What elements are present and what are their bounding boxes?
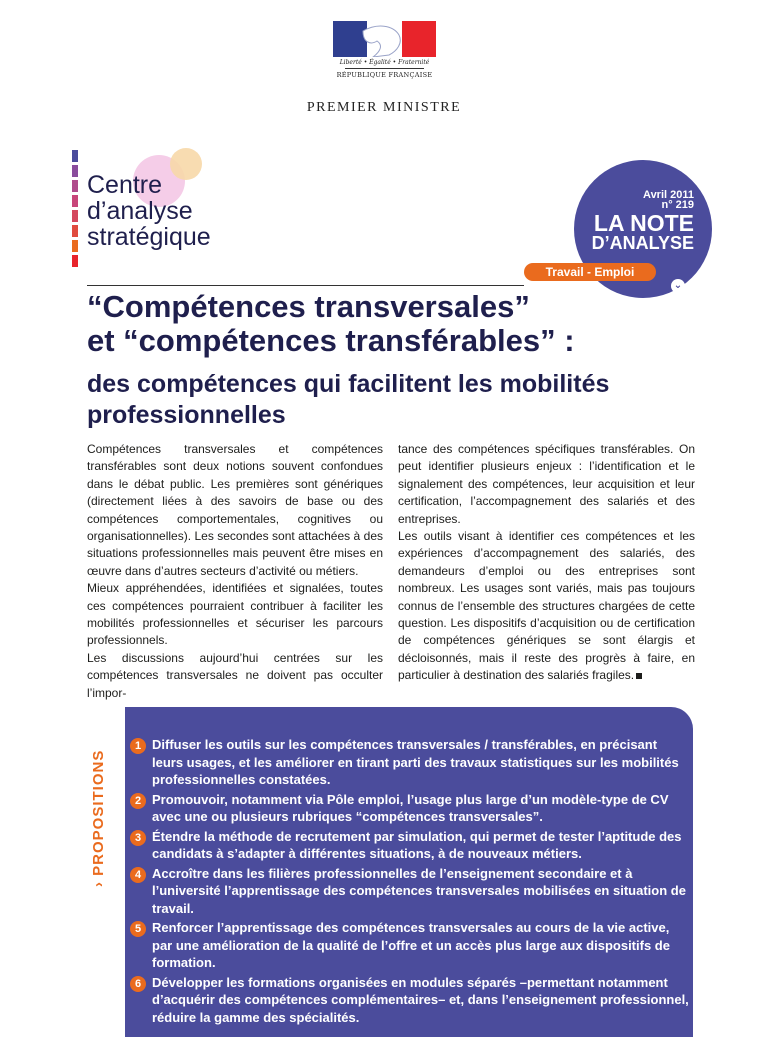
brand-line: stratégique	[87, 223, 211, 251]
propositions-label-text: › PROPOSITIONS	[90, 749, 107, 887]
proposition-item	[130, 791, 690, 826]
series-title-line1: LA NOTE	[593, 210, 694, 236]
brand-title	[87, 172, 211, 250]
number-badge: 3	[130, 830, 146, 846]
paragraph	[398, 528, 695, 685]
issue-info	[600, 190, 694, 210]
number-badge: 2	[130, 793, 146, 809]
body-column-right	[398, 441, 695, 685]
issue-date: Avril 2011	[643, 189, 694, 201]
republic-motto: Liberté • Égalité • Fraternité	[339, 59, 430, 66]
paragraph: tance des compétences spécifiques transférables. On peut identifier plusieurs enjeux : l’identification et le signalement des compétences, leur acquisition et leur certification, l’accompagnement des salariés et des entreprises.	[398, 442, 695, 526]
paragraph-text: Les outils visant à identifier ces compétences et les expériences d’accompagnement des salariés, des demandeurs d’emploi ou des entreprises sont nombreux. Les usages sont variés, mais pas toujours connus de l’ensemble des structures chargées de cette question. Les dispositifs d’acquisition ou de certification de compétences génériques se sont élargis et décloisonnés, mais il reste des progrès à faire, en particulier à destination des salariés fragiles.	[398, 529, 695, 683]
end-mark-icon	[636, 673, 642, 679]
number-badge: 5	[130, 921, 146, 937]
body-column-left	[87, 441, 383, 702]
proposition-item	[130, 828, 690, 863]
page-subtitle	[87, 369, 687, 431]
proposition-item	[130, 974, 690, 1027]
proposition-text: Étendre la méthode de recrutement par simulation, qui permet de tester l’aptitude des candidats à s’adapter à différentes situations, à de nouveaux métiers.	[152, 828, 682, 861]
subtitle-line: professionnelles	[87, 401, 286, 429]
brand-line: d’analyse	[87, 197, 193, 225]
brand-color-bar	[72, 150, 78, 268]
paragraph: Les discussions aujourd’hui centrées sur les compétences transversales ne doivent pas occulter l’impor-	[87, 650, 383, 700]
page-title	[87, 290, 687, 358]
proposition-text: Renforcer l’apprentissage des compétences transversales au cours de la vie active, par une amélioration de la qualité de l’offre et un accès plus large aux dispositifs de formation.	[152, 920, 670, 970]
proposition-item	[130, 865, 690, 918]
category-tag: Travail - Emploi	[524, 263, 656, 281]
chevron-down-icon: ⌄	[671, 279, 685, 293]
propositions-list	[130, 736, 690, 1028]
number-badge: 4	[130, 867, 146, 883]
republic-name: RÉPUBLIQUE FRANÇAISE	[336, 71, 433, 79]
header-divider	[87, 285, 524, 286]
proposition-text: Promouvoir, notamment via Pôle emploi, l’usage plus large d’un modèle-type de CV avec une ou plusieurs rubriques “compétences transversales”.	[152, 791, 669, 824]
title-line: “Compétences transversales”	[87, 289, 530, 324]
proposition-text: Accroître dans les filières professionnelles de l’enseignement secondaire et à l’université l’apprentissage des compétences transversales mobilisées en situation de travail.	[152, 865, 686, 916]
proposition-item	[130, 919, 690, 972]
tricolor-flag-icon	[333, 21, 436, 57]
paragraph: Mieux appréhendées, identifiées et signalées, toutes ces compétences pourraient contribuer à faciliter les mobilités professionnelles et sécuriser les parcours professionnels.	[87, 581, 383, 648]
proposition-text: Développer les formations organisées en modules séparés –permettant notamment d’acquérir des compétences complémentaires– et, dans l’enseignement professionnel, réduire la gamme des spécialités.	[152, 974, 689, 1025]
series-title-line2: D’ANALYSE	[591, 233, 694, 253]
proposition-item	[130, 736, 690, 789]
paragraph: Compétences transversales et compétences transférables sont deux notions souvent confondues dans le débat public. Les premières sont génériques (directement liées à des savoirs de base ou des compétences comportementales, cognitives ou organisationnelles). Les secondes sont attachées à des situations professionnelles mais peuvent être mises en œuvre dans d’autres secteurs d’activité ou métiers.	[87, 442, 383, 578]
propositions-label	[88, 737, 118, 887]
number-badge: 1	[130, 738, 146, 754]
subtitle-line: des compétences qui facilitent les mobilités	[87, 370, 610, 398]
proposition-text: Diffuser les outils sur les compétences transversales / transférables, en précisant leurs usages, et les améliorer en tirant parti des travaux statistiques sur les mobilités professionnelles constatées.	[152, 737, 679, 787]
ministry-label: PREMIER MINISTRE	[306, 100, 462, 115]
marianne-logo	[333, 21, 436, 85]
logo-divider	[345, 68, 424, 69]
brand-line: Centre	[87, 171, 163, 199]
series-title	[580, 210, 694, 253]
number-badge: 6	[130, 976, 146, 992]
issue-number: n° 219	[661, 199, 694, 211]
title-line: et “compétences transférables” :	[87, 323, 575, 358]
